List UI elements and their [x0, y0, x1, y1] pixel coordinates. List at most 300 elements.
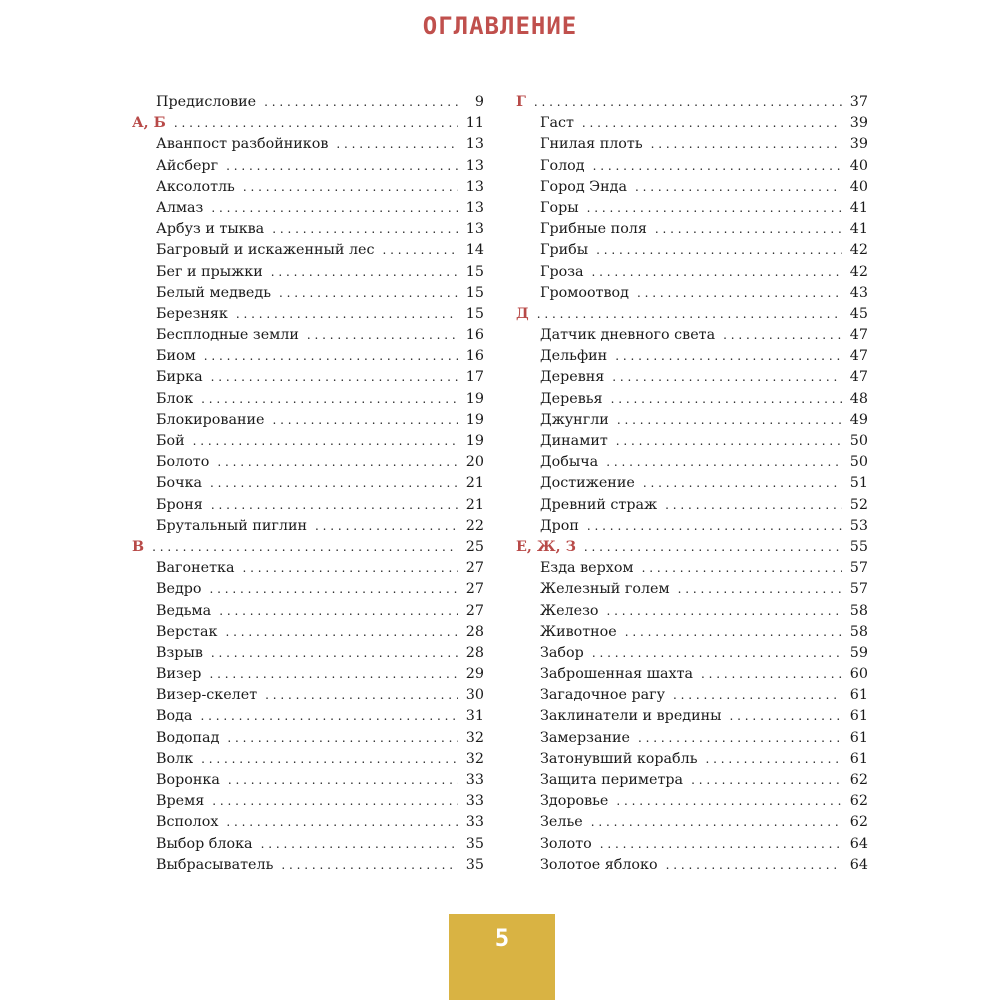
toc-page-number: 50 [849, 454, 868, 471]
toc-page-number: 51 [849, 475, 868, 492]
toc-leader-dots [200, 706, 457, 727]
toc-entry[interactable] [132, 325, 484, 346]
toc-page-number: 57 [849, 560, 868, 577]
toc-leader-dots [271, 262, 458, 283]
toc-entry-label: Бочка [156, 475, 203, 492]
toc-entry-label: Езда верхом [540, 560, 634, 577]
toc-entry[interactable] [516, 855, 868, 876]
toc-entry[interactable] [132, 367, 484, 388]
toc-entry-label: Визер [156, 666, 202, 683]
toc-entry[interactable] [132, 664, 484, 685]
toc-entry[interactable] [516, 240, 868, 261]
toc-entry[interactable] [132, 622, 484, 643]
toc-leader-dots [201, 389, 458, 410]
toc-page-number: 32 [465, 750, 484, 767]
toc-page-number: 15 [465, 305, 484, 322]
toc-page-number: 22 [465, 517, 484, 534]
toc-entry-label: Заклинатели и вредины [540, 708, 722, 725]
toc-entry-label: Город Энда [540, 178, 627, 195]
toc-page-number: 43 [849, 284, 868, 301]
toc-page-number: 39 [849, 115, 868, 132]
toc-entry[interactable] [132, 495, 484, 516]
toc-entry[interactable] [132, 749, 484, 770]
toc-entry-label: Блокирование [156, 411, 265, 428]
toc-entry-label: Ведро [156, 581, 202, 598]
toc-entry[interactable] [132, 579, 484, 600]
toc-page-number: 13 [465, 221, 484, 238]
toc-entry[interactable] [132, 834, 484, 855]
toc-leader-dots [665, 495, 842, 516]
toc-leader-dots [217, 452, 457, 473]
toc-entry[interactable] [516, 664, 868, 685]
toc-entry-label: Аванпост разбойников [156, 136, 329, 153]
toc-entry-label: Воронка [156, 772, 220, 788]
toc-entry-label: Выбор блока [156, 835, 253, 852]
toc-leader-dots [673, 685, 842, 706]
toc-entry-label: Заброшенная шахта [540, 666, 694, 683]
toc-leader-dots [593, 156, 842, 177]
toc-entry-label: Загадочное рагу [540, 687, 666, 704]
toc-page-number: 64 [849, 835, 868, 852]
toc-leader-dots [643, 473, 842, 494]
toc-entry-label: Вода [156, 708, 193, 725]
toc-leader-dots [596, 240, 842, 261]
toc-entry-label: Датчик дневного света [540, 327, 716, 344]
toc-page-number: 61 [849, 687, 868, 704]
toc-entry-label: Волк [156, 750, 194, 767]
toc-entry-label: Гнилая плоть [540, 136, 643, 153]
toc-entry[interactable] [516, 622, 868, 643]
toc-entry-label: Визер-скелет [156, 687, 258, 704]
toc-leader-dots [625, 622, 842, 643]
toc-page-number: 57 [849, 581, 868, 598]
toc-letter-heading[interactable] [132, 113, 484, 134]
toc-entry-label: Динамит [540, 433, 608, 449]
toc-entry[interactable] [516, 325, 868, 346]
toc-leader-dots [273, 410, 458, 431]
toc-entry[interactable] [516, 198, 868, 219]
toc-entry[interactable] [132, 283, 484, 304]
toc-page-number: 32 [465, 729, 484, 746]
toc-page-number: 20 [465, 454, 484, 471]
toc-leader-dots [243, 177, 458, 198]
toc-leader-dots [336, 134, 457, 155]
toc-entry-label: Водопад [156, 729, 220, 746]
toc-leader-dots [537, 304, 842, 325]
toc-page-number: 62 [849, 814, 868, 831]
toc-page-number: 64 [849, 856, 868, 873]
toc-entry-label: Вагонетка [156, 560, 235, 577]
toc-entry[interactable] [132, 240, 484, 261]
toc-entry-label: Е, Ж, З [516, 538, 576, 555]
toc-page-number: 15 [465, 263, 484, 280]
toc-entry-label: Деревня [540, 369, 605, 386]
toc-leader-dots [615, 346, 842, 367]
toc-entry-label: Золото [540, 835, 592, 852]
toc-entry[interactable] [516, 834, 868, 855]
toc-leader-dots [611, 389, 842, 410]
toc-leader-dots [606, 452, 842, 473]
toc-leader-dots [211, 198, 457, 219]
toc-page-number: 61 [849, 708, 868, 725]
toc-leader-dots [193, 431, 458, 452]
toc-leader-dots [281, 855, 457, 876]
toc-leader-dots [226, 812, 457, 833]
toc-leader-dots [204, 346, 458, 367]
toc-entry[interactable] [516, 706, 868, 727]
toc-entry[interactable] [132, 706, 484, 727]
toc-page-number: 47 [849, 369, 868, 386]
toc-entry-label: Горы [540, 199, 579, 216]
toc-entry-label: Выбрасыватель [156, 856, 274, 873]
toc-entry[interactable] [132, 156, 484, 177]
toc-leader-dots [212, 791, 458, 812]
toc-page-number: 40 [849, 157, 868, 174]
toc-right-column [516, 92, 868, 876]
page-number: 5 [494, 924, 510, 952]
toc-leader-dots [584, 537, 842, 558]
toc-page-number: 15 [465, 284, 484, 301]
toc-entry-label: Деревья [540, 390, 603, 407]
toc-page-number: 17 [465, 369, 484, 386]
toc-page-number: 13 [465, 199, 484, 216]
toc-entry[interactable] [132, 219, 484, 240]
toc-page-number: 27 [465, 560, 484, 577]
toc-page-number: 13 [465, 136, 484, 153]
toc-entry[interactable] [132, 685, 484, 706]
toc-page-number: 35 [465, 835, 484, 852]
toc-entry[interactable] [516, 643, 868, 664]
toc-entry[interactable] [516, 156, 868, 177]
toc-page-number: 27 [465, 581, 484, 598]
toc-page-number: 40 [849, 178, 868, 195]
toc-page-number: 29 [465, 666, 484, 683]
toc-page-number: 62 [849, 793, 868, 810]
toc-leader-dots [227, 728, 457, 749]
toc-leader-dots [228, 770, 458, 791]
toc-leader-dots [210, 473, 458, 494]
toc-entry-label: Дроп [540, 517, 579, 534]
toc-entry-label: Защита периметра [540, 772, 684, 788]
toc-entry[interactable] [132, 728, 484, 749]
toc-page-number: 28 [465, 623, 484, 640]
toc-entry[interactable] [516, 219, 868, 240]
toc-entry[interactable] [132, 558, 484, 579]
toc-entry-label: Забор [540, 644, 584, 661]
toc-entry[interactable] [516, 601, 868, 622]
toc-leader-dots [606, 601, 841, 622]
toc-entry-label: А, Б [132, 115, 166, 132]
toc-leader-dots [211, 367, 458, 388]
toc-entry-label: Броня [156, 496, 203, 513]
toc-page-number: 35 [465, 856, 484, 873]
toc-entry[interactable] [132, 643, 484, 664]
toc-entry-label: Бой [156, 433, 185, 449]
toc-page-number: 47 [849, 327, 868, 344]
toc-entry[interactable] [132, 855, 484, 876]
toc-page-number: 33 [465, 814, 484, 831]
toc-leader-dots [279, 283, 458, 304]
toc-entry[interactable] [516, 113, 868, 134]
toc-entry[interactable] [516, 346, 868, 367]
toc-entry[interactable] [516, 495, 868, 516]
toc-page-number: 31 [465, 708, 484, 725]
toc-entry[interactable] [516, 262, 868, 283]
toc-entry-label: Айсберг [156, 157, 219, 174]
toc-entry[interactable] [516, 749, 868, 770]
toc-entry-label: Аксолотль [156, 178, 235, 195]
toc-entry-label: Здоровье [540, 793, 609, 810]
toc-page-number: 61 [849, 729, 868, 746]
toc-entry[interactable] [132, 791, 484, 812]
toc-leader-dots [691, 770, 842, 791]
toc-leader-dots [211, 495, 458, 516]
toc-page-number: 45 [849, 305, 868, 322]
toc-entry-label: Животное [540, 623, 617, 640]
toc-entry[interactable] [516, 431, 868, 452]
toc-leader-dots [651, 134, 842, 155]
toc-leader-dots [730, 706, 842, 727]
toc-page-number: 41 [849, 199, 868, 216]
toc-leader-dots [616, 431, 842, 452]
toc-entry-label: Замерзание [540, 729, 631, 746]
toc-leader-dots [236, 304, 458, 325]
toc-page-number: 21 [465, 475, 484, 492]
toc-entry-label: Г [516, 94, 526, 110]
toc-page-number: 16 [465, 348, 484, 365]
toc-leader-dots [534, 92, 842, 113]
toc-leader-dots [307, 325, 458, 346]
toc-entry-label: Гаст [540, 115, 574, 132]
toc-leader-dots [600, 834, 842, 855]
toc-entry[interactable] [132, 410, 484, 431]
toc-entry-label: Грибные поля [540, 221, 647, 238]
toc-entry[interactable] [132, 431, 484, 452]
toc-entry-label: Березняк [156, 305, 228, 322]
toc-page-number: 60 [849, 666, 868, 683]
toc-leader-dots [723, 325, 842, 346]
toc-page-number: 41 [849, 221, 868, 238]
toc-entry[interactable] [132, 770, 484, 791]
toc-entry[interactable] [132, 473, 484, 494]
toc-entry-label: Брутальный пиглин [156, 517, 308, 534]
toc-page-number: 42 [849, 263, 868, 280]
toc-leader-dots [226, 622, 458, 643]
toc-page-number: 21 [465, 496, 484, 513]
toc-page-number: 19 [465, 390, 484, 407]
toc-entry[interactable] [516, 685, 868, 706]
toc-leader-dots [315, 516, 458, 537]
toc-entry-label: Арбуз и тыква [156, 221, 265, 238]
toc-entry[interactable] [132, 812, 484, 833]
toc-entry-label: Железный голем [540, 581, 670, 598]
toc-entry[interactable] [132, 601, 484, 622]
toc-entry-label: Белый медведь [156, 284, 271, 301]
toc-page-number: 59 [849, 644, 868, 661]
toc-page-number: 42 [849, 242, 868, 259]
toc-entry[interactable] [132, 262, 484, 283]
toc-leader-dots [174, 113, 458, 134]
toc-page-number: 49 [849, 411, 868, 428]
toc-leader-dots [210, 579, 458, 600]
toc-left-column [132, 92, 484, 876]
toc-leader-dots [383, 240, 458, 261]
toc-page-number: 47 [849, 348, 868, 365]
toc-leader-dots [612, 367, 842, 388]
toc-page-number: 13 [465, 178, 484, 195]
toc-leader-dots [152, 537, 458, 558]
toc-entry[interactable] [516, 452, 868, 473]
toc-leader-dots [592, 643, 842, 664]
toc-entry-label: Взрыв [156, 644, 203, 661]
toc-entry-label: Древний страж [540, 496, 658, 513]
toc-leader-dots [635, 177, 842, 198]
toc-page-number: 25 [465, 538, 484, 555]
toc-leader-dots [264, 92, 458, 113]
toc-entry[interactable] [516, 177, 868, 198]
toc-entry[interactable] [132, 177, 484, 198]
toc-entry[interactable] [516, 389, 868, 410]
toc-page-number: 58 [849, 623, 868, 640]
toc-letter-heading[interactable] [516, 537, 868, 558]
toc-leader-dots [616, 791, 841, 812]
toc-page-number: 33 [465, 793, 484, 810]
toc-entry-label: Верстак [156, 623, 218, 640]
toc-entry[interactable] [516, 473, 868, 494]
toc-entry-label: Голод [540, 157, 585, 174]
toc-leader-dots [592, 262, 842, 283]
toc-page-number: 14 [465, 242, 484, 259]
toc-entry[interactable] [516, 558, 868, 579]
page-number-tab [449, 914, 555, 1000]
toc-entry-label: Достижение [540, 475, 635, 492]
toc-leader-dots [272, 219, 458, 240]
toc-entry-label: Дельфин [540, 348, 608, 365]
toc-entry[interactable] [132, 389, 484, 410]
toc-leader-dots [666, 855, 842, 876]
toc-entry[interactable] [132, 304, 484, 325]
toc-page-number: 37 [849, 94, 868, 110]
toc-entry[interactable] [132, 92, 484, 113]
toc-leader-dots [678, 579, 842, 600]
toc-leader-dots [582, 113, 842, 134]
toc-leader-dots [587, 516, 842, 537]
toc-entry-label: Болото [156, 454, 210, 471]
toc-leader-dots [642, 558, 842, 579]
toc-entry[interactable] [132, 346, 484, 367]
page-title: ОГЛАВЛЕНИЕ [422, 12, 578, 40]
toc-entry[interactable] [516, 770, 868, 791]
toc-entry-label: Гроза [540, 263, 584, 280]
toc-entry-label: Зелье [540, 814, 583, 831]
toc-entry[interactable] [132, 134, 484, 155]
toc-entry-label: Затонувший корабль [540, 750, 698, 767]
toc-letter-heading[interactable] [516, 304, 868, 325]
toc-page-number: 50 [849, 433, 868, 449]
toc-entry[interactable] [132, 198, 484, 219]
toc-entry[interactable] [132, 452, 484, 473]
toc-entry-label: Джунгли [540, 411, 609, 428]
toc-leader-dots [209, 664, 457, 685]
toc-entry[interactable] [516, 812, 868, 833]
toc-entry[interactable] [516, 728, 868, 749]
toc-page-number: 19 [465, 411, 484, 428]
toc-entry[interactable] [516, 516, 868, 537]
toc-leader-dots [655, 219, 842, 240]
toc-page-number: 13 [465, 157, 484, 174]
toc-leader-dots [261, 834, 458, 855]
toc-page-number: 11 [465, 115, 484, 132]
toc-entry-label: Предисловие [156, 94, 257, 110]
toc-page-number: 62 [849, 772, 868, 788]
toc-leader-dots [637, 283, 842, 304]
toc-entry-label: Золотое яблоко [540, 856, 658, 873]
toc-entry[interactable] [516, 367, 868, 388]
toc-leader-dots [617, 410, 842, 431]
toc-leader-dots [591, 812, 842, 833]
toc-entry-label: Время [156, 793, 205, 810]
toc-page-number: 58 [849, 602, 868, 619]
toc-leader-dots [706, 749, 842, 770]
toc-leader-dots [638, 728, 842, 749]
toc-entry-label: Бег и прыжки [156, 263, 263, 280]
toc-page-number: 16 [465, 327, 484, 344]
toc-page-number: 27 [465, 602, 484, 619]
toc-entry-label: Железо [540, 602, 599, 619]
toc-leader-dots [243, 558, 458, 579]
toc-page-number: 19 [465, 433, 484, 449]
toc-entry-label: Блок [156, 390, 194, 407]
toc-letter-heading[interactable] [132, 537, 484, 558]
toc-page-number: 33 [465, 772, 484, 788]
toc-page-number: 48 [849, 390, 868, 407]
toc-entry[interactable] [516, 134, 868, 155]
toc-entry-label: Бирка [156, 369, 203, 386]
toc-page-number: 28 [465, 644, 484, 661]
toc-entry-label: Биом [156, 348, 196, 365]
toc-letter-heading[interactable] [516, 92, 868, 113]
toc-entry-label: Ведьма [156, 602, 212, 619]
toc-page-number: 39 [849, 136, 868, 153]
toc-entry-label: Добыча [540, 454, 599, 471]
toc-entry-label: Грибы [540, 242, 589, 259]
toc-entry-label: Бесплодные земли [156, 327, 299, 344]
toc-page-number: 30 [465, 687, 484, 704]
toc-entry[interactable] [516, 283, 868, 304]
toc-leader-dots [701, 664, 842, 685]
toc-page-number: 55 [849, 538, 868, 555]
toc-leader-dots [219, 601, 458, 622]
toc-entry-label: Алмаз [156, 199, 204, 216]
toc-entry-label: Д [516, 305, 529, 322]
toc-leader-dots [201, 749, 458, 770]
toc-page-number: 53 [849, 517, 868, 534]
toc-entry[interactable] [516, 579, 868, 600]
toc-entry-label: Всполох [156, 814, 219, 831]
toc-page-number: 52 [849, 496, 868, 513]
toc-leader-dots [587, 198, 842, 219]
toc-entry-label: Багровый и искаженный лес [156, 242, 375, 259]
toc-leader-dots [265, 685, 458, 706]
toc-leader-dots [226, 156, 458, 177]
toc-entry-label: В [132, 538, 145, 555]
toc-entry[interactable] [516, 791, 868, 812]
toc-leader-dots [211, 643, 458, 664]
toc-entry[interactable] [132, 516, 484, 537]
toc-entry[interactable] [516, 410, 868, 431]
toc-page-number: 61 [849, 750, 868, 767]
toc-entry-label: Громоотвод [540, 284, 629, 301]
